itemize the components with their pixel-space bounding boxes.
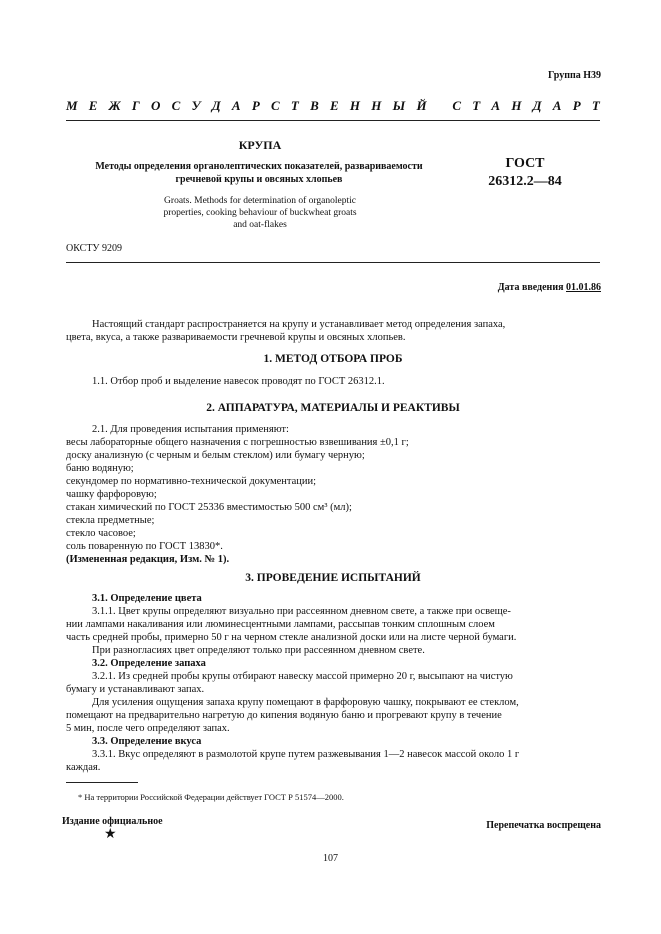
english-line: properties, cooking behaviour of buckwheat groats <box>163 208 357 218</box>
gost-label: ГОСТ <box>505 156 545 171</box>
banner-letter: Е <box>88 98 98 113</box>
banner-letter: Й <box>416 98 427 113</box>
subsection-3-3-title: 3.3. Определение вкуса <box>92 736 202 747</box>
list-item: стакан химический по ГОСТ 25336 вместимостью 500 см³ (мл); <box>66 502 352 513</box>
section-3-body <box>66 592 600 774</box>
banner-letter: В <box>310 98 319 113</box>
list-item: соль поваренную по ГОСТ 13830*. <box>66 541 223 552</box>
banner-letter: С <box>171 98 181 113</box>
okstu-code: ОКСТУ 9209 <box>66 243 123 254</box>
banner-letter: Е <box>330 98 339 113</box>
banner-letter: О <box>150 98 161 113</box>
list-item: весы лабораторные общего назначения с погрешностью взвешивания ±0,1 г; <box>66 437 409 448</box>
standard-banner <box>66 98 600 114</box>
list-item: стекло часовое; <box>66 528 136 539</box>
list-item: чашку фарфоровую; <box>66 489 157 500</box>
paragraph-line: 5 мин, после чего определяют запах. <box>66 723 230 734</box>
paragraph-line: При разногласиях цвет определяют только при рассеянном дневном свете. <box>92 645 425 656</box>
paragraph-line: каждая. <box>66 762 101 773</box>
intro-line: цвета, вкуса, а также развариваемости гречневой крупы и овсяных хлопьев. <box>66 332 406 343</box>
banner-letter: Т <box>591 98 600 113</box>
paragraph-line: бумагу и устанавливают запах. <box>66 684 205 695</box>
document-subtitle <box>64 160 454 186</box>
star-icon: ★ <box>104 827 117 842</box>
intro-paragraph <box>66 318 600 344</box>
gost-code: 26312.2—84 <box>488 174 562 189</box>
paragraph-line: 3.3.1. Вкус определяют в размолотой крупе путем разжевывания 1—2 навесок массой около 1 г <box>92 749 520 760</box>
amendment-note: (Измененная редакция, Изм. № 1). <box>66 554 230 565</box>
section-3-heading: 3. ПРОВЕДЕНИЕ ИСПЫТАНИЙ <box>245 572 421 584</box>
list-item: баню водяную; <box>66 463 134 474</box>
subsection-3-1-title: 3.1. Определение цвета <box>92 593 202 604</box>
paragraph-line: 3.2.1. Из средней пробы крупы отбирают навеску массой примерно 20 г, высыпают на чистую <box>92 671 513 682</box>
section-1-text <box>66 375 600 388</box>
subtitle-line: Методы определения органолептических показателей, развариваемости <box>95 161 423 172</box>
paragraph-line: 3.1.1. Цвет крупы определяют визуально при рассеянном дневном свете, а также при освеще- <box>92 606 511 617</box>
banner-letter: Ж <box>108 98 121 113</box>
banner-letter: У <box>191 98 201 113</box>
banner-letter: Ы <box>392 98 406 113</box>
banner-letter: Т <box>290 98 299 113</box>
section-1-heading: 1. МЕТОД ОТБОРА ПРОБ <box>263 353 403 365</box>
reprint-prohibited: Перепечатка воспрещена <box>486 820 601 831</box>
effective-date <box>498 282 601 293</box>
banner-letter: Р <box>251 98 260 113</box>
banner-letter: Р <box>572 98 581 113</box>
paragraph-line: нии лампами накаливания или люминесцентными лампами, рассыпав тонким сплошным слоем <box>66 619 495 630</box>
banner-letter: Д <box>532 98 542 113</box>
banner-letter: Н <box>371 98 382 113</box>
english-line: Groats. Methods for determination of organoleptic <box>164 196 356 206</box>
date-label: Дата введения <box>497 282 566 293</box>
banner-letter: Г <box>131 98 140 113</box>
list-item: доску анализную (с черным и белым стеклом) или бумагу черную; <box>66 450 365 461</box>
middle-rule <box>66 262 600 263</box>
banner-letter: А <box>491 98 501 113</box>
list-item: секундомер по нормативно-технической документации; <box>66 476 317 487</box>
banner-letter: Н <box>511 98 522 113</box>
footnote: * На территории Российской Федерации действует ГОСТ Р 51574—2000. <box>78 792 344 802</box>
banner-letter: А <box>552 98 562 113</box>
banner-letter <box>438 98 441 114</box>
english-title <box>110 195 410 231</box>
english-line: and oat-flakes <box>233 220 287 230</box>
paragraph-line: Для усиления ощущения запаха крупу помещают в фарфоровую чашку, покрывают ее стеклом, <box>92 697 519 708</box>
list-item: стекла предметные; <box>66 515 155 526</box>
section-2-intro: 2.1. Для проведения испытания применяют: <box>92 424 289 435</box>
page-number: 107 <box>323 853 338 864</box>
section-2-heading: 2. АППАРАТУРА, МАТЕРИАЛЫ И РЕАКТИВЫ <box>206 402 460 414</box>
banner-letter: Н <box>349 98 361 113</box>
official-edition: Издание официальное <box>62 816 163 827</box>
banner-letter: С <box>271 98 280 113</box>
subtitle-line: гречневой крупы и овсяных хлопьев <box>175 174 343 185</box>
document-title: КРУПА <box>238 138 282 152</box>
section-2-list <box>66 423 600 566</box>
banner-letter: Т <box>472 98 481 113</box>
footnote-rule <box>66 782 138 783</box>
paragraph-line: часть средней пробы, примерно 50 г на черном стекле анализной доски или на листе черной бумаги. <box>66 632 517 643</box>
banner-letter: А <box>231 98 241 113</box>
date-value: 01.01.86 <box>566 282 601 293</box>
subsection-3-2-title: 3.2. Определение запаха <box>92 658 206 669</box>
banner-letter: Д <box>211 98 221 113</box>
intro-line: Настоящий стандарт распространяется на крупу и устанавливает метод определения запаха, <box>92 319 506 330</box>
top-rule <box>66 120 600 121</box>
group-code: Группа Н39 <box>548 70 601 81</box>
paragraph-line: помещают на предварительно нагретую до кипения водяную баню и прогревают крупу в течение <box>66 710 502 721</box>
banner-letter: М <box>66 98 78 113</box>
banner-letter: С <box>452 98 461 113</box>
gost-number <box>480 155 570 191</box>
section-1-line: 1.1. Отбор проб и выделение навесок проводят по ГОСТ 26312.1. <box>92 376 385 387</box>
